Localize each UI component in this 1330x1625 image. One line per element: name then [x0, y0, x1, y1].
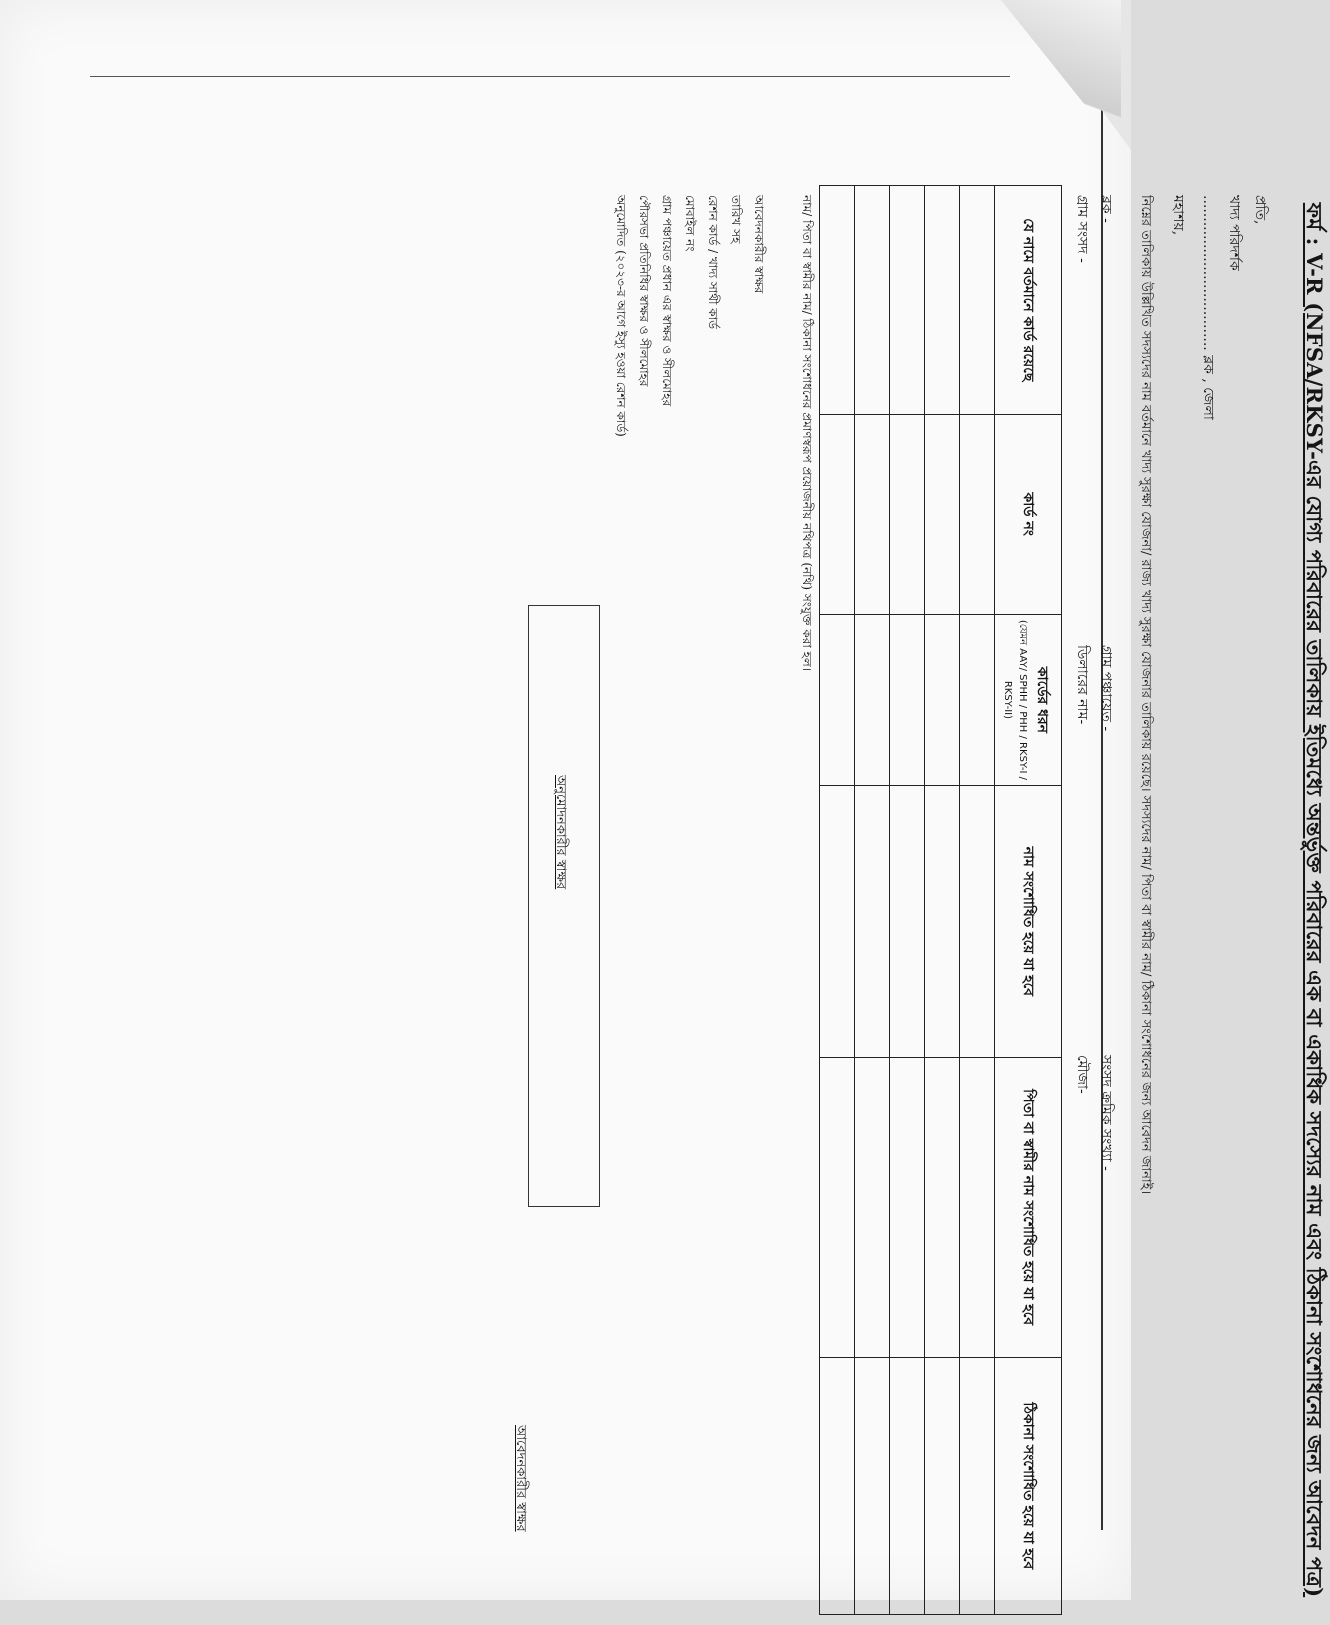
header-current-name: যে নামে বর্তমানে কার্ড রয়েছে: [995, 186, 1062, 415]
header-card-number: কার্ড নং: [995, 414, 1062, 614]
table-cell[interactable]: [925, 414, 960, 614]
document-declaration: নাম/ পিতা বা স্বামীর নাম/ ঠিকানা সংশোধনের প্রমাণস্বরূপ প্রয়োজনীয় নথিপত্র (নথি) সংযুক্ত করা হল।: [800, 195, 814, 672]
header-card-type: [995, 614, 1062, 785]
greeting-officer: খাদ্য পরিদর্শক: [1226, 195, 1242, 271]
approver-signature-label: অনুমোদনকারীর স্বাক্ষর: [553, 775, 568, 890]
greeting-to: প্রতি,: [1252, 195, 1268, 225]
form-title: ফর্ম : V-R (NFSA/RKSY-এর যোগ্য পরিবারের তালিকায় ইতিমধ্যে অন্তর্ভুক্ত পরিবারের এক বা একাধিক সদস্যের নাম এবং ঠিকানা সংশোধনের জন্য আবেদন পত্র): [1302, 202, 1327, 1598]
seal-line: মোবাইল নং: [683, 195, 697, 252]
correction-table: [819, 185, 1062, 1615]
table-cell[interactable]: [820, 786, 855, 1058]
table-cell[interactable]: [890, 1357, 925, 1614]
table-cell[interactable]: [820, 414, 855, 614]
table-cell[interactable]: [890, 414, 925, 614]
field-block: ব্লক -: [1098, 195, 1114, 223]
table-cell[interactable]: [960, 186, 995, 415]
seal-line: তারিখ সহ: [729, 195, 743, 244]
field-dealer-name: ডিলারের নাম-: [1074, 645, 1090, 725]
table-cell[interactable]: [855, 786, 890, 1058]
table-cell[interactable]: [820, 1057, 855, 1357]
seal-line: আবেদনকারীর স্বাক্ষর: [752, 195, 766, 294]
seal-line: গ্রাম পঞ্চায়েত প্রধান এর স্বাক্ষর ও সীলমোহর: [660, 195, 674, 407]
table-cell[interactable]: [890, 786, 925, 1058]
table-row: [820, 186, 855, 1615]
field-mouza: মৌজা-: [1074, 1055, 1090, 1094]
header-card-type-label: কার্ডের ধরন: [1034, 666, 1050, 734]
seal-line: পৌরসভা প্রতিনিধির স্বাক্ষর ও সীলমোহর: [637, 195, 651, 387]
official-endorsement: [609, 195, 770, 437]
seal-line: অনুমোদিত (২০২৩-র আগে ইস্যু হওয়া রেশন কার্ড): [614, 195, 628, 437]
table-cell[interactable]: [890, 186, 925, 415]
header-corrected-father-name: পিতা বা স্বামীর নাম সংশোধিত হয়ে যা হবে: [995, 1057, 1062, 1357]
table-cell[interactable]: [855, 1057, 890, 1357]
table-row: [925, 186, 960, 1615]
approver-signature-box[interactable]: [528, 605, 600, 1207]
salutation: মহাশয়,: [1170, 195, 1186, 236]
table-cell[interactable]: [960, 786, 995, 1058]
header-corrected-name: নাম সংশোধিত হয়ে যা হবে: [995, 786, 1062, 1058]
applicant-signature-label: আবেদনকারীর স্বাক্ষর: [513, 1425, 528, 1532]
table-cell[interactable]: [925, 186, 960, 415]
table-cell[interactable]: [925, 1057, 960, 1357]
table-row: [960, 186, 995, 1615]
page-top-rule: [90, 76, 1010, 77]
table-cell[interactable]: [855, 614, 890, 785]
table-cell[interactable]: [960, 614, 995, 785]
seal-line: রেশন কার্ড / খাদ্য সাথী কার্ড: [706, 195, 720, 330]
table-row: [855, 186, 890, 1615]
header-corrected-address: ঠিকানা সংশোধিত হয়ে যা হবে: [995, 1357, 1062, 1614]
field-panchayat: গ্রাম পঞ্চায়েত -: [1098, 645, 1114, 732]
application-body: নিম্নের তালিকায় উল্লিখিত সদস্যদের নাম বর্তমানে খাদ্য সুরক্ষা যোজনা/ রাজ্য খাদ্য সুরক্ষা যোজনার তালিকায় রয়েছে। সদস্যদের নাম/ পিতা বা স্বামীর নাম/ ঠিকানা সংশোধনের জন্য আবেদন জানাই।: [1138, 195, 1153, 1195]
table-cell[interactable]: [960, 1357, 995, 1614]
table-cell[interactable]: [855, 186, 890, 415]
table-cell[interactable]: [820, 186, 855, 415]
table-cell[interactable]: [960, 414, 995, 614]
field-gram-sansad: গ্রাম সংসদ -: [1074, 195, 1090, 263]
table-cell[interactable]: [855, 1357, 890, 1614]
table-cell[interactable]: [855, 414, 890, 614]
table-cell[interactable]: [820, 1357, 855, 1614]
table-cell[interactable]: [890, 1057, 925, 1357]
field-ward-number: সংসদ ক্রমিক সংখ্যা -: [1098, 1055, 1114, 1171]
table-cell[interactable]: [960, 1057, 995, 1357]
table-cell[interactable]: [925, 786, 960, 1058]
table-cell[interactable]: [925, 1357, 960, 1614]
table-row: [890, 186, 925, 1615]
greeting-block-district: ................................... ব্লক , জেলা: [1200, 195, 1216, 420]
rotated-form: [480, 175, 1330, 1625]
table-cell[interactable]: [890, 614, 925, 785]
header-card-type-examples: (যেমন AAY/ SPHH / PHH / RKSY-I / RKSY-II): [1002, 619, 1028, 780]
table-cell[interactable]: [820, 614, 855, 785]
table-header-row: [995, 186, 1062, 1615]
table-cell[interactable]: [925, 614, 960, 785]
